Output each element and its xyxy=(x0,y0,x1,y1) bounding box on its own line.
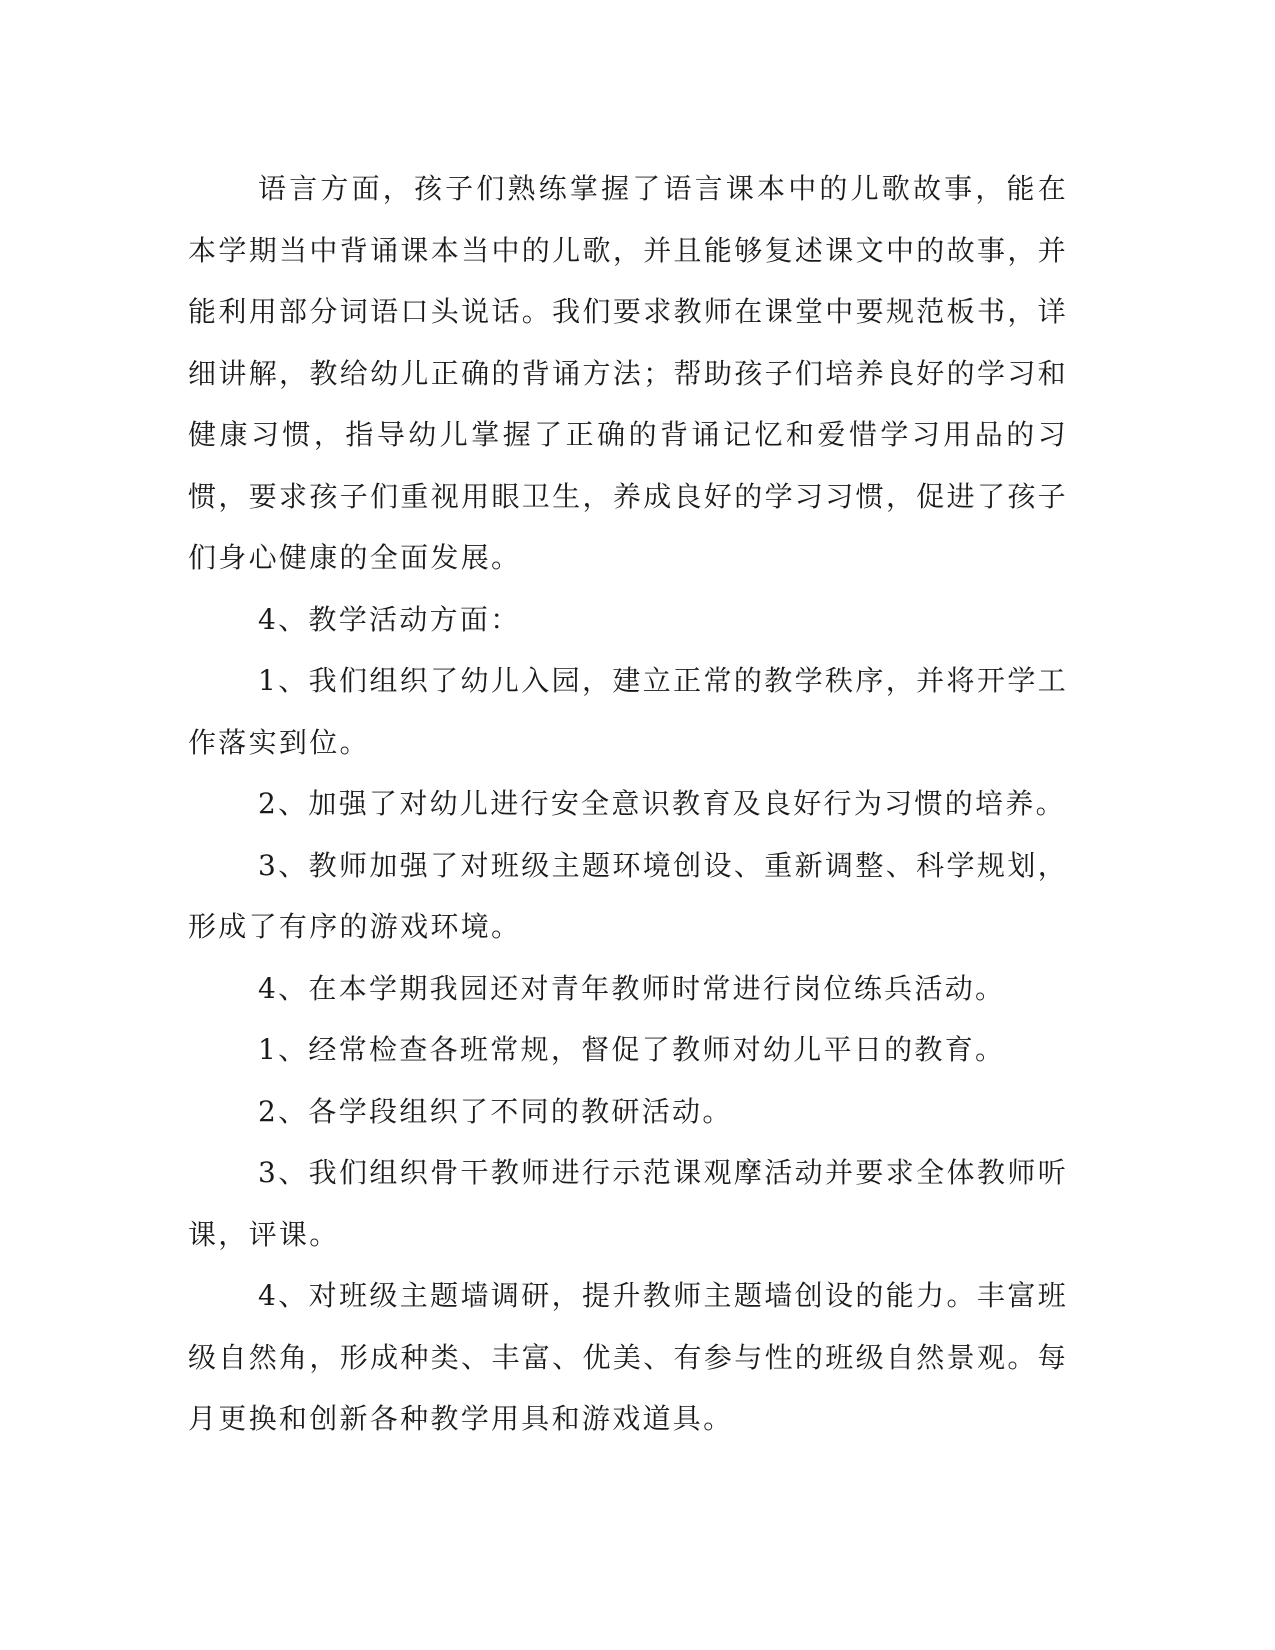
paragraph-item: 4、在本学期我园还对青年教师时常进行岗位练兵活动。 xyxy=(258,971,1006,1005)
paragraph-item: 2、加强了对幼儿进行安全意识教育及良好行为习惯的培养。 xyxy=(258,787,1066,820)
document-body xyxy=(188,158,1068,1450)
paragraph-language: 语言方面，孩子们熟练掌握了语言课本中的儿歌故事，能在本学期当中背诵课本当中的儿歌，并且能够复述课文中的故事，并能利用部分词语口头说话。我们要求教师在课堂中要规范板书，详细讲解，教给幼儿正确的背诵方法；帮助孩子们培养良好的学习和健康习惯，指导幼儿掌握了正确的背诵记忆和爱惜学习用品的习惯，要求孩子们重视用眼卫生，养成良好的学习习惯，促进了孩子们身心健康的全面发展。 xyxy=(188,172,1068,574)
paragraph-item: 3、我们组织骨干教师进行示范课观摩活动并要求全体教师听课，评课。 xyxy=(188,1156,1068,1251)
paragraph-item: 1、我们组织了幼儿入园，建立正常的教学秩序，并将开学工作落实到位。 xyxy=(188,664,1068,759)
heading-teaching-activities: 4、教学活动方面： xyxy=(258,602,521,636)
paragraph-item: 2、各学段组织了不同的教研活动。 xyxy=(258,1094,733,1128)
paragraph-item: 1、经常检查各班常规，督促了教师对幼儿平日的教育。 xyxy=(258,1033,1006,1066)
paragraph-item: 3、教师加强了对班级主题环境创设、重新调整、科学规划，形成了有序的游戏环境。 xyxy=(188,848,1068,943)
paragraph-item: 4、对班级主题墙调研，提升教师主题墙创设的能力。丰富班级自然角，形成种类、丰富、优美、有参与性的班级自然景观。每月更换和创新各种教学用具和游戏道具。 xyxy=(188,1279,1068,1435)
